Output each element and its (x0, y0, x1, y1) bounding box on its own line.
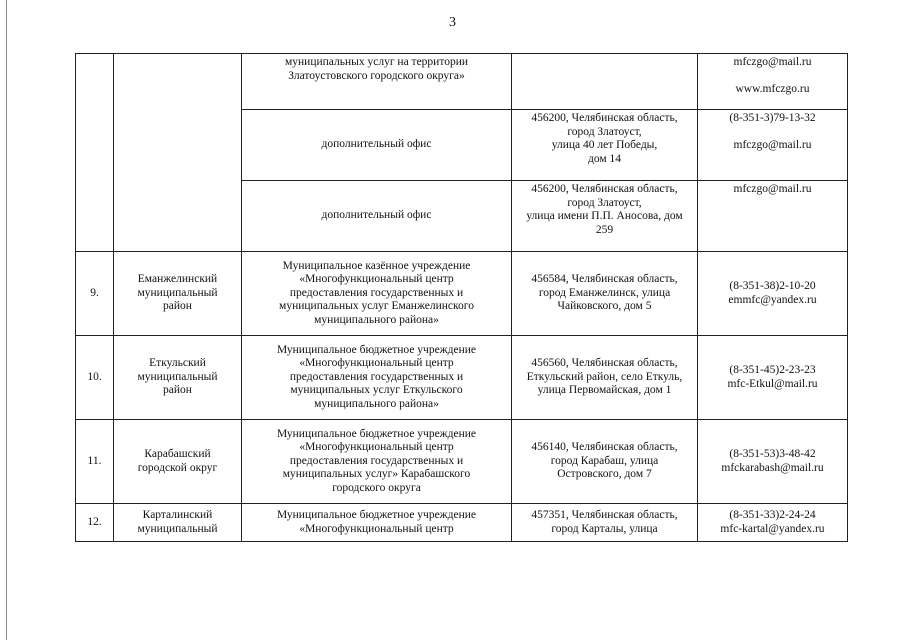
num-cell: 10. (76, 336, 114, 420)
address-cell: 456200, Челябинская область, город Златоуст, улица имени П.П. Аносова, дом 259 (512, 181, 698, 252)
email-text: mfczgo@mail.ru (733, 56, 812, 68)
org-cell: Муниципальное бюджетное учреждение «Многофункциональный центр (242, 504, 512, 542)
org-cell: Муниципальное казённое учреждение «Многофункциональный центр предоставления государственных и муниципальных услуг Еманжелинского муниципального района» (242, 252, 512, 336)
phone-text: (8-351-33)2-24-24 (729, 509, 816, 521)
num-cell: 9. (76, 252, 114, 336)
address-cell (512, 54, 698, 110)
contacts-cell (698, 504, 848, 542)
email-text: mfc-kartal@yandex.ru (720, 522, 825, 535)
num-cell: 11. (76, 420, 114, 504)
district-cell (114, 54, 242, 252)
phone-text: (8-351-45)2-23-23 (729, 364, 816, 376)
email-text: mfckarabash@mail.ru (721, 461, 824, 474)
email-text: mfczgo@mail.ru (733, 183, 812, 195)
page-left-edge (6, 0, 7, 640)
district-cell: Еманжелинский муниципальный район (114, 252, 242, 336)
org-cell: дополнительный офис (242, 181, 512, 252)
org-cell: дополнительный офис (242, 110, 512, 181)
table-row (76, 504, 848, 542)
email-text: mfc-Etkul@mail.ru (727, 377, 818, 390)
email-text: emmfc@yandex.ru (728, 293, 817, 306)
phone-text: (8-351-38)2-10-20 (729, 280, 816, 292)
email-text: mfczgo@mail.ru (733, 138, 812, 151)
address-cell: 456200, Челябинская область, город Златоуст, улица 40 лет Победы, дом 14 (512, 110, 698, 181)
contacts-cell (698, 54, 848, 110)
num-cell: 12. (76, 504, 114, 542)
address-cell: 456560, Челябинская область, Еткульский район, село Еткуль, улица Первомайская, дом 1 (512, 336, 698, 420)
page-number: 3 (449, 15, 456, 30)
district-cell: Карталинский муниципальный (114, 504, 242, 542)
contacts-cell (698, 181, 848, 252)
address-cell: 457351, Челябинская область, город Карталы, улица (512, 504, 698, 542)
address-cell: 456584, Челябинская область, город Еманжелинск, улица Чайковского, дом 5 (512, 252, 698, 336)
district-cell: Карабашский городской округ (114, 420, 242, 504)
org-cell: Муниципальное бюджетное учреждение «Многофункциональный центр предоставления государственных и муниципальных услуг» Карабашского городского округа (242, 420, 512, 504)
website-text: www.mfczgo.ru (735, 82, 810, 95)
table-row (76, 420, 848, 504)
phone-text: (8-351-53)3-48-42 (729, 448, 816, 460)
contacts-cell (698, 336, 848, 420)
district-cell: Еткульский муниципальный район (114, 336, 242, 420)
org-cell: Муниципальное бюджетное учреждение «Многофункциональный центр предоставления государственных и муниципальных услуг Еткульского муниципального района» (242, 336, 512, 420)
contacts-cell (698, 110, 848, 181)
org-cell: муниципальных услуг на территории Златоустовского городского округа» (242, 54, 512, 110)
table-row (76, 252, 848, 336)
contacts-cell (698, 420, 848, 504)
num-cell (76, 54, 114, 252)
phone-text: (8-351-3)79-13-32 (729, 112, 816, 124)
table-row (76, 54, 848, 110)
address-cell: 456140, Челябинская область, город Карабаш, улица Островского, дом 7 (512, 420, 698, 504)
mfc-directory-table (75, 53, 848, 542)
table-row (76, 336, 848, 420)
contacts-cell (698, 252, 848, 336)
